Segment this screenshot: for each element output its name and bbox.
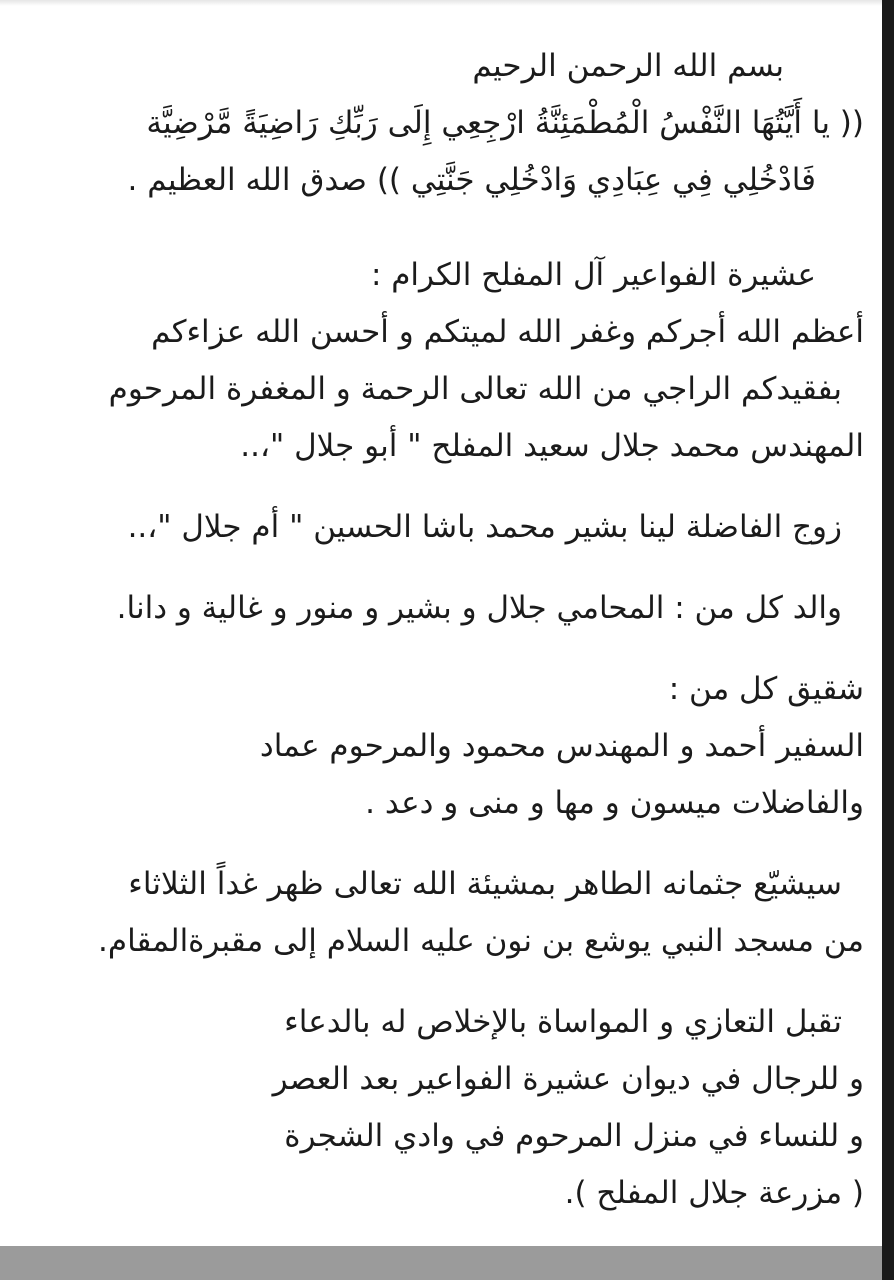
spacer (30, 970, 864, 994)
spacer (30, 556, 864, 580)
spacer (30, 637, 864, 661)
screen-edge (882, 0, 894, 1280)
bottom-bar (0, 1246, 882, 1280)
message-body (30, 38, 864, 1222)
condolence-line-3: المهندس محمد جلال سعيد المفلح " أبو جلال "،.. (240, 428, 864, 464)
top-shadow (0, 0, 882, 6)
basmala: بسم الله الرحمن الرحيم (472, 48, 784, 84)
condolences-line-4: ( مزرعة جلال المفلح ). (564, 1175, 864, 1211)
siblings-title: شقيق كل من : (668, 671, 864, 707)
funeral-line-2: من مسجد النبي يوشع بن نون عليه السلام إلى مقبرةالمقام. (98, 923, 864, 959)
condolences-line-1: تقبل التعازي و المواساة بالإخلاص له بالدعاء (284, 1004, 842, 1040)
spacer (30, 832, 864, 856)
condolences-line-2: و للرجال في ديوان عشيرة الفواعير بعد العصر (272, 1061, 864, 1097)
condolence-line-2: بفقيدكم الراجي من الله تعالى الرحمة و المغفرة المرحوم (108, 371, 842, 407)
condolences-line-3: و للنساء في منزل المرحوم في وادي الشجرة (284, 1118, 864, 1154)
condolence-line-1: أعظم الله أجركم وغفر الله لميتكم و أحسن الله عزاءكم (151, 314, 864, 350)
address-line: عشيرة الفواعير آل المفلح الكرام : (370, 257, 816, 293)
funeral-line-1: سيشيّع جثمانه الطاهر بمشيئة الله تعالى ظهر غداً الثلاثاء (128, 866, 842, 902)
siblings-line-1: السفير أحمد و المهندس محمود والمرحوم عماد (259, 728, 864, 764)
spacer (30, 209, 864, 247)
children-line: والد كل من : المحامي جلال و بشير و منور و غالية و دانا. (116, 590, 842, 626)
verse-line-1: (( يا أَيَّتُهَا النَّفْسُ الْمُطْمَئِنَّةُ ارْجِعِي إِلَى رَبِّكِ رَاضِيَةً مَّرْضِيَّة (146, 105, 864, 141)
spacer (30, 475, 864, 499)
spouse-line: زوج الفاضلة لينا بشير محمد باشا الحسين " أم جلال "،.. (127, 509, 842, 545)
verse-line-2: فَادْخُلِي فِي عِبَادِي وَادْخُلِي جَنَّتِي )) صدق الله العظيم . (127, 162, 816, 198)
siblings-line-2: والفاضلات ميسون و مها و منى و دعد . (365, 785, 864, 821)
